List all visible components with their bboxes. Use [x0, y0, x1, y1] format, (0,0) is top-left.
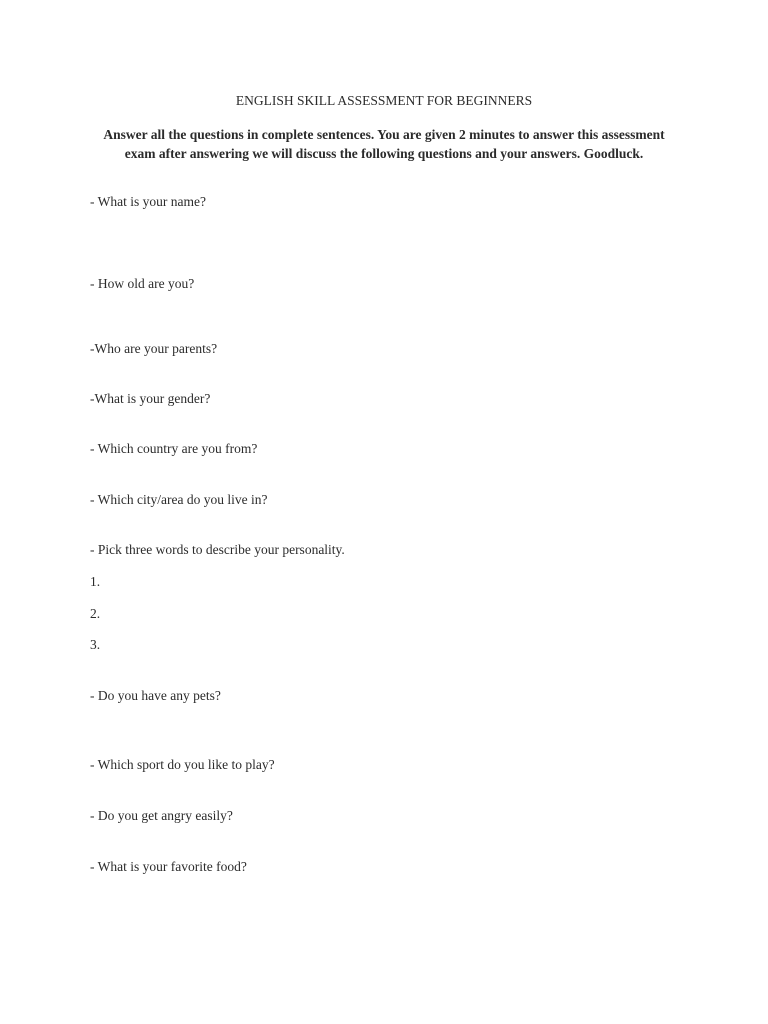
question-sport: - Which sport do you like to play? [90, 757, 275, 772]
instructions-line-2: exam after answering we will discuss the following questions and your answers. Goodluck. [124, 146, 644, 161]
answer-number-3: 3. [90, 637, 101, 652]
instructions [80, 125, 688, 163]
question-city: - Which city/area do you live in? [90, 492, 268, 507]
question-anger: - Do you get angry easily? [90, 808, 233, 823]
question-age: - How old are you? [90, 276, 195, 291]
question-food: - What is your favorite food? [90, 859, 247, 874]
question-country: - Which country are you from? [90, 441, 258, 456]
question-pets: - Do you have any pets? [90, 688, 221, 703]
question-name: - What is your name? [90, 194, 206, 209]
question-personality: - Pick three words to describe your personality. [90, 542, 345, 557]
document-title: ENGLISH SKILL ASSESSMENT FOR BEGINNERS [235, 93, 533, 108]
question-gender: -What is your gender? [90, 391, 211, 406]
instructions-line-1: Answer all the questions in complete sentences. You are given 2 minutes to answer this assessment [103, 127, 665, 142]
answer-number-2: 2. [90, 606, 101, 621]
answer-number-1: 1. [90, 574, 101, 589]
question-parents: -Who are your parents? [90, 341, 218, 356]
